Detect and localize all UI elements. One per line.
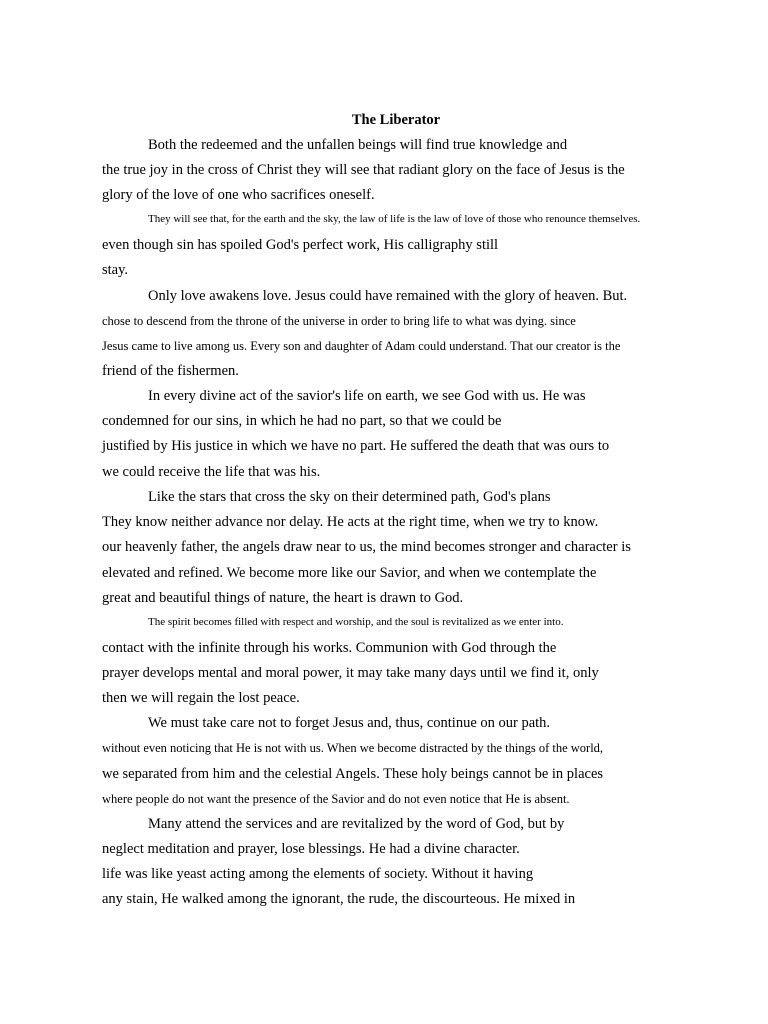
document-title: The Liberator [351, 112, 441, 128]
text-line: even though sin has spoiled God's perfect work, His calligraphy still [102, 237, 499, 253]
text-line: friend of the fishermen. [102, 363, 239, 379]
text-line: prayer develops mental and moral power, it may take many days until we find it, only [102, 665, 599, 681]
text-line: Many attend the services and are revitalized by the word of God, but by [148, 816, 565, 832]
text-line: We must take care not to forget Jesus and, thus, continue on our path. [148, 715, 551, 731]
text-line: They will see that, for the earth and the sky, the law of life is the law of love of those who renounce themselves. [148, 213, 641, 225]
text-line: elevated and refined. We become more like our Savior, and when we contemplate the [102, 565, 597, 581]
text-line: justified by His justice in which we have no part. He suffered the death that was ours to [102, 438, 610, 454]
text-line: then we will regain the lost peace. [102, 690, 300, 706]
text-line: The spirit becomes filled with respect and worship, and the soul is revitalized as we enter into. [148, 616, 564, 628]
text-line: where people do not want the presence of the Savior and do not even notice that He is absent. [102, 792, 570, 806]
text-line: our heavenly father, the angels draw near to us, the mind becomes stronger and character is [102, 539, 631, 555]
text-line: we could receive the life that was his. [102, 464, 321, 480]
text-line: contact with the infinite through his works. Communion with God through the [102, 640, 557, 656]
text-line: neglect meditation and prayer, lose blessings. He had a divine character. [102, 841, 520, 857]
text-line: They know neither advance nor delay. He acts at the right time, when we try to know. [102, 514, 599, 530]
text-line: we separated from him and the celestial Angels. These holy beings cannot be in places [102, 766, 604, 782]
text-line: Like the stars that cross the sky on their determined path, God's plans [148, 489, 551, 505]
text-line: chose to descend from the throne of the universe in order to bring life to what was dying. since [102, 314, 576, 328]
text-line: In every divine act of the savior's life on earth, we see God with us. He was [148, 388, 586, 404]
text-line: Jesus came to live among us. Every son and daughter of Adam could understand. That our creator is the [102, 339, 621, 353]
text-line: Both the redeemed and the unfallen beings will find true knowledge and [148, 137, 568, 153]
text-line: the true joy in the cross of Christ they will see that radiant glory on the face of Jesus is the [102, 162, 625, 178]
text-line: great and beautiful things of nature, the heart is drawn to God. [102, 590, 464, 606]
text-line: stay. [102, 262, 129, 278]
text-line: Only love awakens love. Jesus could have remained with the glory of heaven. But. [148, 288, 628, 304]
text-line: without even noticing that He is not with us. When we become distracted by the things of the world, [102, 741, 604, 755]
text-line: any stain, He walked among the ignorant, the rude, the discourteous. He mixed in [102, 891, 576, 907]
text-line: condemned for our sins, in which he had no part, so that we could be [102, 413, 502, 429]
text-line: glory of the love of one who sacrifices oneself. [102, 187, 375, 203]
text-line: life was like yeast acting among the elements of society. Without it having [102, 866, 534, 882]
